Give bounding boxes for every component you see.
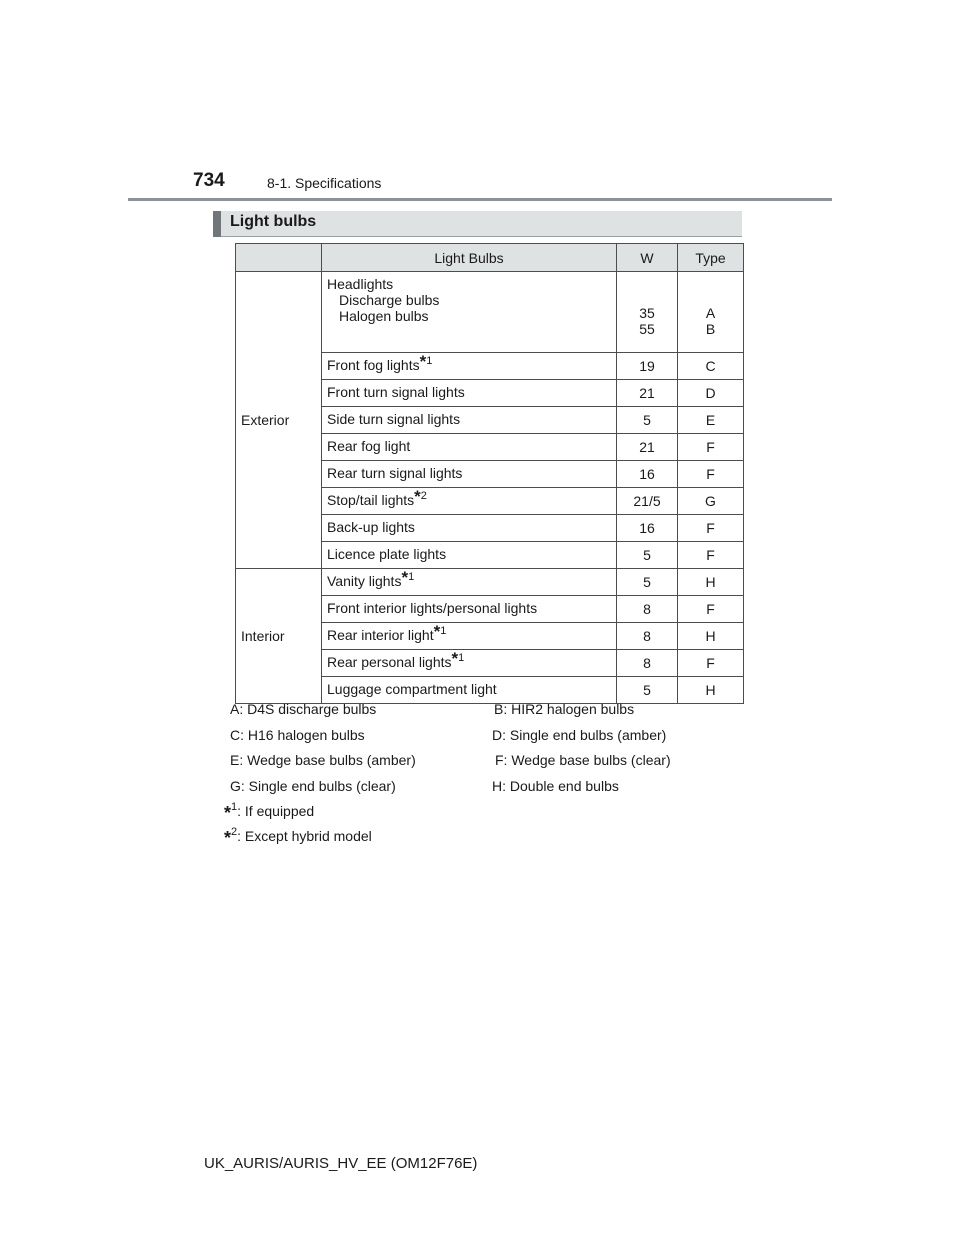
legend-item: C: H16 halogen bulbs [230, 726, 365, 743]
bulb-sub-halogen: Halogen bulbs [339, 308, 429, 324]
footnote-marker [414, 487, 427, 506]
group-label-interior: Interior [236, 569, 322, 704]
wattage-value: 35 [639, 305, 655, 321]
type-value: A [705, 305, 716, 321]
footnote [224, 828, 372, 849]
bulb-wattage: 19 [617, 353, 678, 380]
footnote-number: 1 [426, 355, 433, 367]
bulb-name-label: Rear turn signal lights [327, 465, 463, 481]
bulb-name-label: Rear interior light [327, 627, 434, 643]
legend-item: D: Single end bulbs (amber) [492, 726, 667, 743]
bulb-type: F [678, 596, 744, 623]
bulb-name [322, 407, 617, 434]
bulb-name-label: Front turn signal lights [327, 384, 465, 400]
bulb-name-label: Rear fog light [327, 438, 411, 454]
header-rule [128, 198, 832, 201]
footnote-text: : If equipped [237, 803, 315, 819]
bulb-name-label: Side turn signal lights [327, 411, 461, 427]
bulb-name [322, 596, 617, 623]
footnote-marker [401, 568, 415, 587]
bulb-wattage: 16 [617, 461, 678, 488]
footnote-text: : Except hybrid model [237, 828, 372, 844]
footnote-number: 2 [231, 826, 238, 838]
bulb-name [322, 515, 617, 542]
column-header-type: Type [678, 244, 744, 272]
bulb-wattage: 21/5 [617, 488, 678, 515]
table-row [236, 272, 744, 353]
bulb-name-label: Licence plate lights [327, 546, 447, 562]
page-number: 734 [193, 170, 225, 191]
legend-item: F: Wedge base bulbs (clear) [495, 752, 671, 768]
legend-item: A: D4S discharge bulbs [230, 701, 377, 717]
bulb-wattage: 5 [617, 407, 678, 434]
legend-item: E: Wedge base bulbs (amber) [230, 752, 416, 768]
bulb-type: G [678, 488, 744, 515]
footnote-star: * [451, 649, 459, 668]
bulb-type: F [678, 515, 744, 542]
column-header-w: W [617, 244, 678, 272]
bulb-name [322, 623, 617, 650]
bulb-type: D [678, 380, 744, 407]
bulb-name-label: Luggage compartment light [327, 681, 497, 697]
bulb-type: F [678, 542, 744, 569]
footnote-star: * [401, 568, 409, 587]
bulb-wattage: 5 [617, 569, 678, 596]
footnote [224, 803, 314, 824]
bulb-table [235, 243, 744, 704]
bulb-name-label: Rear personal lights [327, 654, 452, 670]
footnote-number: 1 [231, 801, 238, 813]
footnote-number: 1 [458, 652, 465, 664]
bulb-name [322, 461, 617, 488]
bulb-type: F [678, 650, 744, 677]
bulb-wattage: 5 [617, 542, 678, 569]
column-header-group [236, 244, 322, 272]
bulb-name-label: Front fog lights [327, 357, 420, 373]
bulb-wattage: 5 [617, 677, 678, 704]
heading-bar [213, 211, 742, 237]
bulb-wattage: 8 [617, 596, 678, 623]
bulb-wattage: 8 [617, 623, 678, 650]
bulb-name [322, 677, 617, 704]
footnote-star: * [224, 828, 232, 848]
bulb-name [322, 272, 617, 353]
footnote-star: * [224, 803, 232, 823]
bulb-type [678, 272, 744, 353]
heading-title: Light bulbs [230, 213, 317, 230]
bulb-wattage: 8 [617, 650, 678, 677]
bulb-name [322, 542, 617, 569]
bulb-name [322, 380, 617, 407]
footnote-star: * [433, 622, 441, 641]
legend-item: G: Single end bulbs (clear) [230, 777, 396, 794]
bulb-wattage: 21 [617, 434, 678, 461]
bulb-sub-discharge: Discharge bulbs [339, 292, 440, 308]
bulb-name [322, 650, 617, 677]
bulb-type: H [678, 677, 744, 704]
bulb-name-label: Back-up lights [327, 519, 415, 535]
bulb-type: C [678, 353, 744, 380]
bulb-type: H [678, 623, 744, 650]
bulb-name-headlights: Headlights [327, 276, 394, 292]
bulb-type: F [678, 461, 744, 488]
footnote-marker [433, 622, 447, 641]
bulb-name [322, 569, 617, 596]
bulb-name-label: Front interior lights/personal lights [327, 600, 538, 616]
section-title: 8-1. Specifications [267, 175, 382, 191]
footnote-marker [419, 352, 433, 371]
wattage-value: 55 [639, 321, 655, 337]
footnote-number: 2 [420, 490, 427, 502]
footnote-star: * [414, 487, 421, 506]
bulb-name [322, 353, 617, 380]
bulb-name [322, 434, 617, 461]
bulb-type: E [678, 407, 744, 434]
bulb-wattage [617, 272, 678, 353]
column-header-light-bulbs: Light Bulbs [322, 244, 617, 272]
bulb-name [322, 488, 617, 515]
type-value: B [705, 321, 716, 337]
table-row [236, 569, 744, 596]
footnote-number: 1 [440, 625, 447, 637]
footnote-marker [451, 649, 465, 668]
legend-item: H: Double end bulbs [492, 777, 619, 794]
bulb-name-label: Vanity lights [327, 573, 402, 589]
heading-accent [213, 211, 221, 237]
group-label-exterior: Exterior [236, 272, 322, 569]
bulb-type: H [678, 569, 744, 596]
document-footer: UK_AURIS/AURIS_HV_EE (OM12F76E) [204, 1155, 478, 1172]
bulb-name-label: Stop/tail lights [327, 492, 415, 508]
legend-item: B: HIR2 halogen bulbs [494, 701, 635, 717]
footnote-number: 1 [408, 571, 415, 583]
bulb-type: F [678, 434, 744, 461]
footnote-star: * [419, 352, 427, 371]
bulb-wattage: 16 [617, 515, 678, 542]
bulb-wattage: 21 [617, 380, 678, 407]
